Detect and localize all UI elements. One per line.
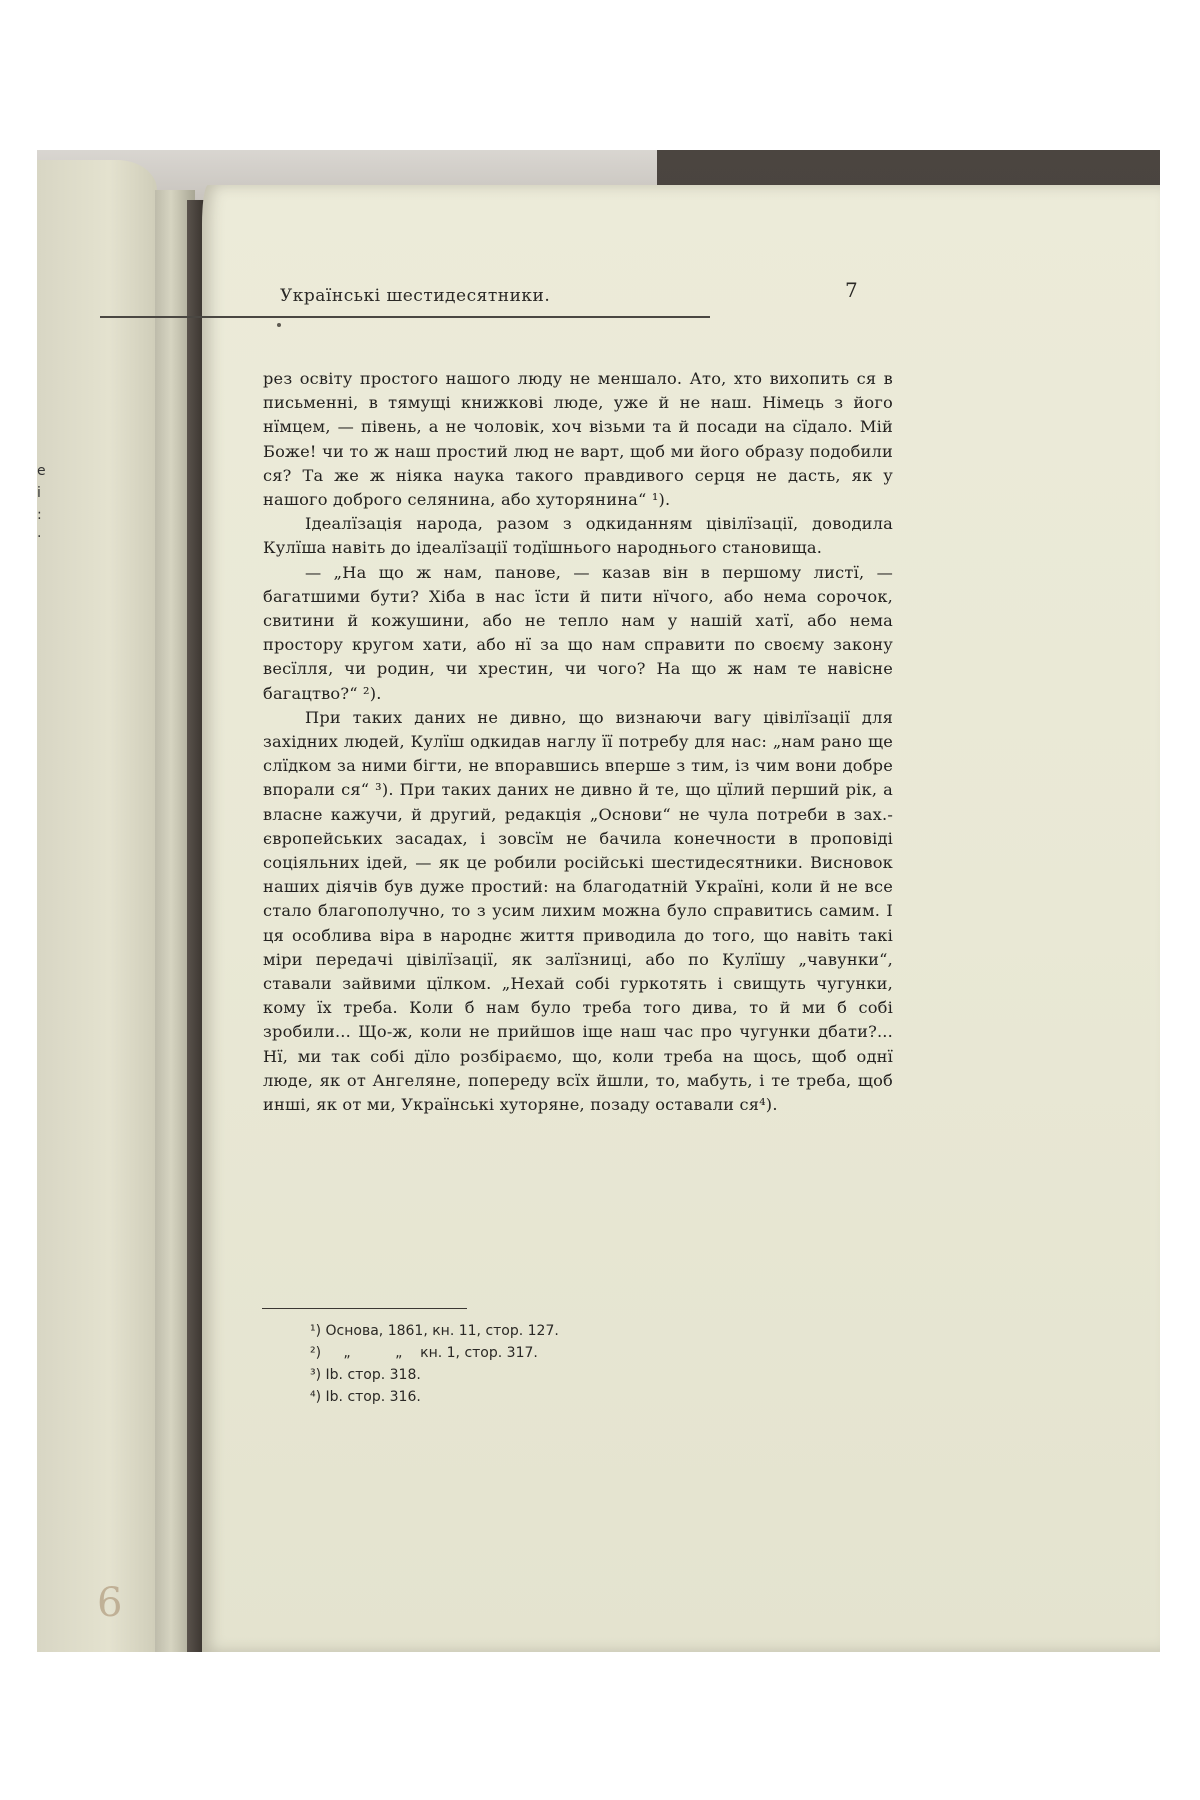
paragraph: Ідеалїзація народа, разом з одкиданням цівілїзації, доводила Кулїша навіть до ідеалїзації тодїшнього народнього становища. [263,514,893,558]
margin-char: і [37,485,41,501]
footnote-rule [262,1308,467,1309]
footnote: ⁴) Ib. стор. 316. [310,1389,421,1405]
left-page-number: 6 [97,1580,123,1626]
footnote: ¹) Основа, 1861, кн. 11, стор. 127. [310,1323,559,1339]
paper-spot [277,323,281,327]
footnote: ²) „ „ кн. 1, стор. 317. [310,1345,538,1361]
header-rule [100,316,710,318]
left-page [37,160,157,1652]
margin-char: е [37,463,46,479]
margin-char: · [37,529,42,545]
running-head-title: Українські шестидесятники. [280,286,551,306]
footnotes [310,1320,559,1408]
page-number: 7 [845,278,858,302]
paragraph: При таких даних не дивно, що визнаючи вагу цівілїзації для західних людей, Кулїш одкидав наглу її потребу для нас: „нам рано ще слїдком за ними бігти, не впоравшись вперше з тим, із чим вони добре впорали ся“ ³). При таких даних не дивно й те, що цїлий перший рік, а власне кажучи, й другий, редакція „Основи“ не чула потреби в зах.-європейських засадах, і зовсїм не бачила конечности в проповіді соціяльних ідей, — як це робили російські шестидесятники. Висновок наших діячів був дуже простий: на благодатній Україні, коли й не все стало благополучно, то з усим лихим можна було справитись самим. І ця особлива віра в народнє життя приводила до того, що навіть такі міри передачі цівілїзації, як залїзниці, або по Кулїшу „чавунки“, ставали зайвими цїлком. „Нехай собі гуркотять і свищуть чугунки, кому їх треба. Коли б нам було треба того дива, то й ми б собі зробили... Що-ж, коли не прийшов іще наш час про чугунки дбати?... Нї, ми так собі дїло розбіраємо, що, коли треба на щось, щоб однї люде, як от Ангеляне, попереду всїх йшли, то, мабуть, і те треба, щоб инші, як от ми, Українські хуторяне, позаду оставали ся⁴). [263,707,893,1115]
footnote: ³) Ib. стор. 318. [310,1367,421,1383]
paragraph: — „На що ж нам, панове, — казав він в першому листї, — багатшими бути? Хіба в нас їсти й пити нїчого, або нема сорочок, свитини й кожушини, або не тепло нам у нашій хатї, або нема простору кругом хати, або нї за що нам справити по своєму закону весїлля, чи родин, чи хрестин, чи чого? На що ж нам те навісне багацтво?“ ²). [263,562,893,703]
paragraph: рез освіту простого нашого люду не меншало. Ато, хто вихопить ся в письменні, в тямущі книжкові люде, уже й не наш. Німець з його нїмцем, — півень, а не чоловік, хоч візьми та й посади на сїдало. Мій Боже! чи то ж наш простий люд не варт, щоб ми його образу подобили ся? Та же ж ніяка наука такого правдивого серця не дасть, як у нашого доброго селянина, або хуторянина“ ¹). [263,369,893,510]
margin-char: : [37,507,42,523]
body-text [263,367,893,1117]
left-page-margin-text [37,460,49,548]
